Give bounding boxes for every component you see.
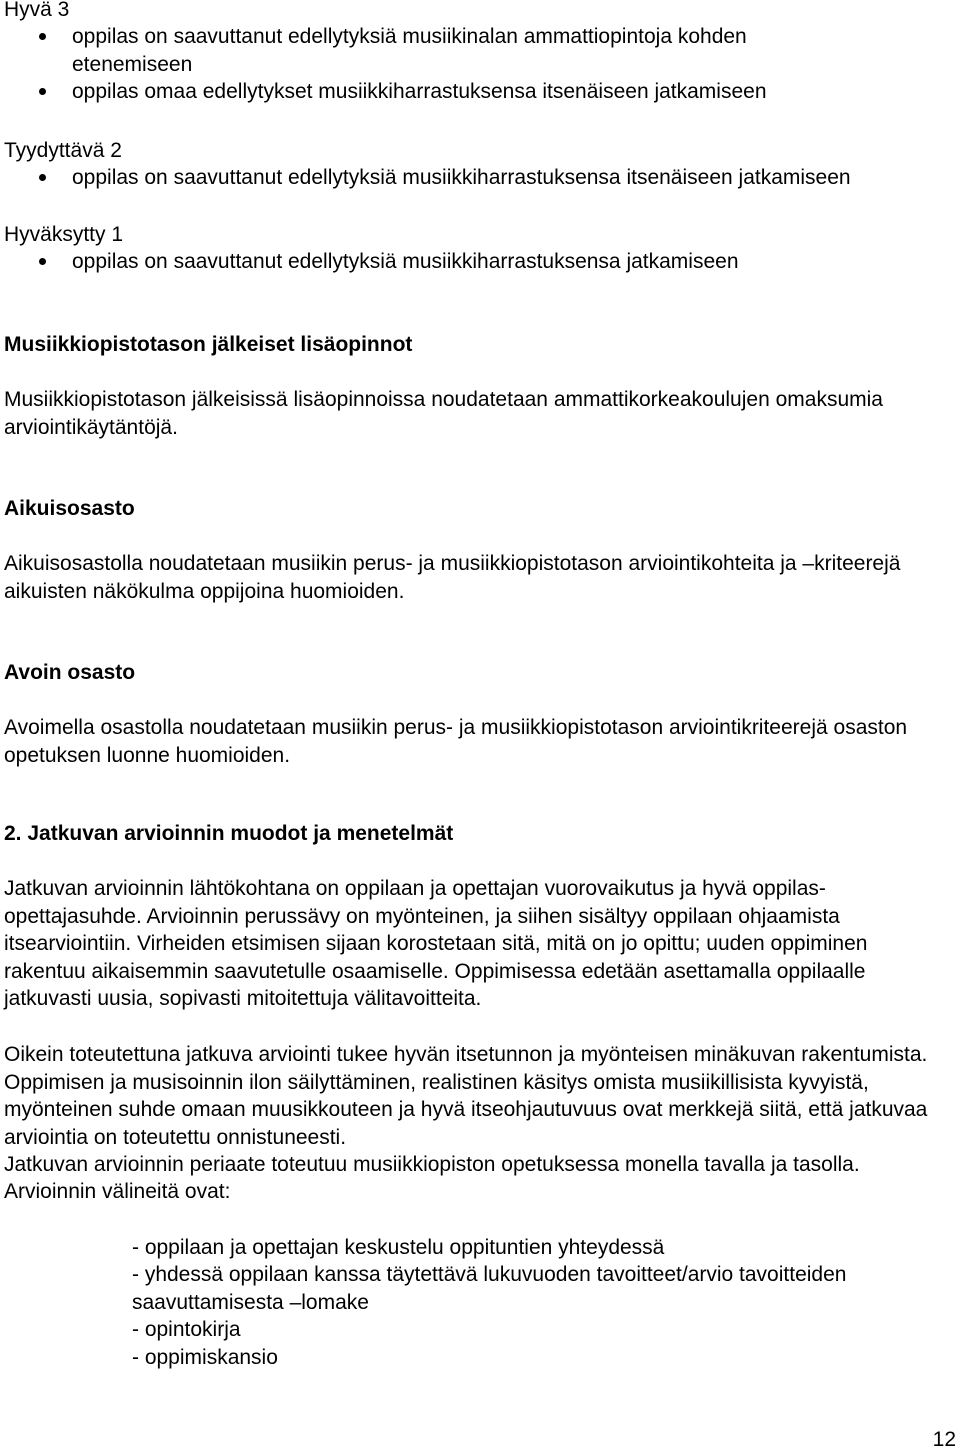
section-aikuisosasto (4, 495, 944, 605)
list-item: oppilas on saavuttanut edellytyksiä musiikkiharrastuksensa jatkamiseen (4, 248, 954, 275)
grade-criteria-list (4, 248, 954, 275)
paragraph: Jatkuvan arvioinnin lähtökohtana on oppilaan ja opettajan vuorovaikutus ja hyvä oppilas-opettajasuhde. Arvioinnin perussävy on myönteinen, ja siihen sisältyy oppilaan ohjaamista itsearviointiin. Virheiden etsimisen sijaan korostetaan sitä, mitä on jo opittu; uuden oppiminen rakentuu aikaisemmin saavutetulle osaamiselle. Oppimisessa edetään asettamalla oppilaalle jatkuvasti uusia, sopivasti mitoitettuja välitavoitteita. (4, 877, 868, 1011)
section-heading: Aikuisosasto (4, 497, 135, 520)
paragraph: Oikein toteutettuna jatkuva arviointi tukee hyvän itsetunnon ja myönteisen minäkuvan rakentumista. Oppimisen ja musisoinnin ilon säilyttäminen, realistinen käsitys omista musiikillisista kyvyistä, myönteinen suhde omaan muusikkouteen ja hyvä itseohjautuvuus ovat merkkejä siitä, että jatkuvaa arviointia on toteutettu onnistuneesti. (4, 1043, 928, 1149)
list-item: - oppimiskansio (132, 1345, 278, 1369)
section-jatkuva-arviointi (4, 820, 954, 1371)
grade-criteria-list (4, 23, 954, 105)
grade-title: Hyvä 3 (4, 0, 70, 21)
assessment-tools-list (4, 1234, 952, 1371)
list-item: - oppilaan ja opettajan keskustelu oppituntien yhteydessä (132, 1235, 665, 1259)
grade-title: Hyväksytty 1 (4, 223, 124, 246)
section-text: Aikuisosastolla noudatetaan musiikin perus- ja musiikkiopistotason arviointikohteita ja –kriteerejä aikuisten näkökulma oppijoina huomioiden. (4, 552, 901, 603)
section-text: Musiikkiopistotason jälkeisissä lisäopinnoissa noudatetaan ammattikorkeakoulujen omaksumia arviointikäytäntöjä. (4, 388, 883, 439)
grade-criteria-list (4, 164, 954, 191)
section-heading: 2. Jatkuvan arvioinnin muodot ja menetelmät (4, 822, 454, 845)
section-heading: Musiikkiopistotason jälkeiset lisäopinnot (4, 333, 413, 356)
section-lisaopinnot (4, 331, 904, 441)
list-item: oppilas on saavuttanut edellytyksiä musiikinalan ammattiopintoja kohden etenemiseen (4, 23, 862, 78)
section-avoin-osasto (4, 659, 954, 769)
page-number: 12 (932, 1428, 956, 1451)
section-text: Avoimella osastolla noudatetaan musiikin perus- ja musiikkiopistotason arviointikriteerejä osaston opetuksen luonne huomioiden. (4, 716, 908, 767)
grade-tyydyttava-2 (4, 137, 954, 192)
list-item: oppilas on saavuttanut edellytyksiä musiikkiharrastuksensa itsenäiseen jatkamiseen (4, 164, 954, 191)
section-heading: Avoin osasto (4, 661, 136, 684)
list-item: oppilas omaa edellytykset musiikkiharrastuksensa itsenäiseen jatkamiseen (4, 78, 954, 105)
list-item: - opintokirja (132, 1318, 241, 1342)
grade-title: Tyydyttävä 2 (4, 139, 122, 162)
grade-hyva-3 (4, 0, 954, 106)
grade-hyvaksytty-1 (4, 221, 954, 276)
list-item: - yhdessä oppilaan kanssa täytettävä lukuvuoden tavoitteet/arvio tavoitteiden saavuttamisesta –lomake (132, 1263, 847, 1314)
paragraph: Jatkuvan arvioinnin periaate toteutuu musiikkiopiston opetuksessa monella tavalla ja tasolla. Arvioinnin välineitä ovat: (4, 1153, 860, 1204)
